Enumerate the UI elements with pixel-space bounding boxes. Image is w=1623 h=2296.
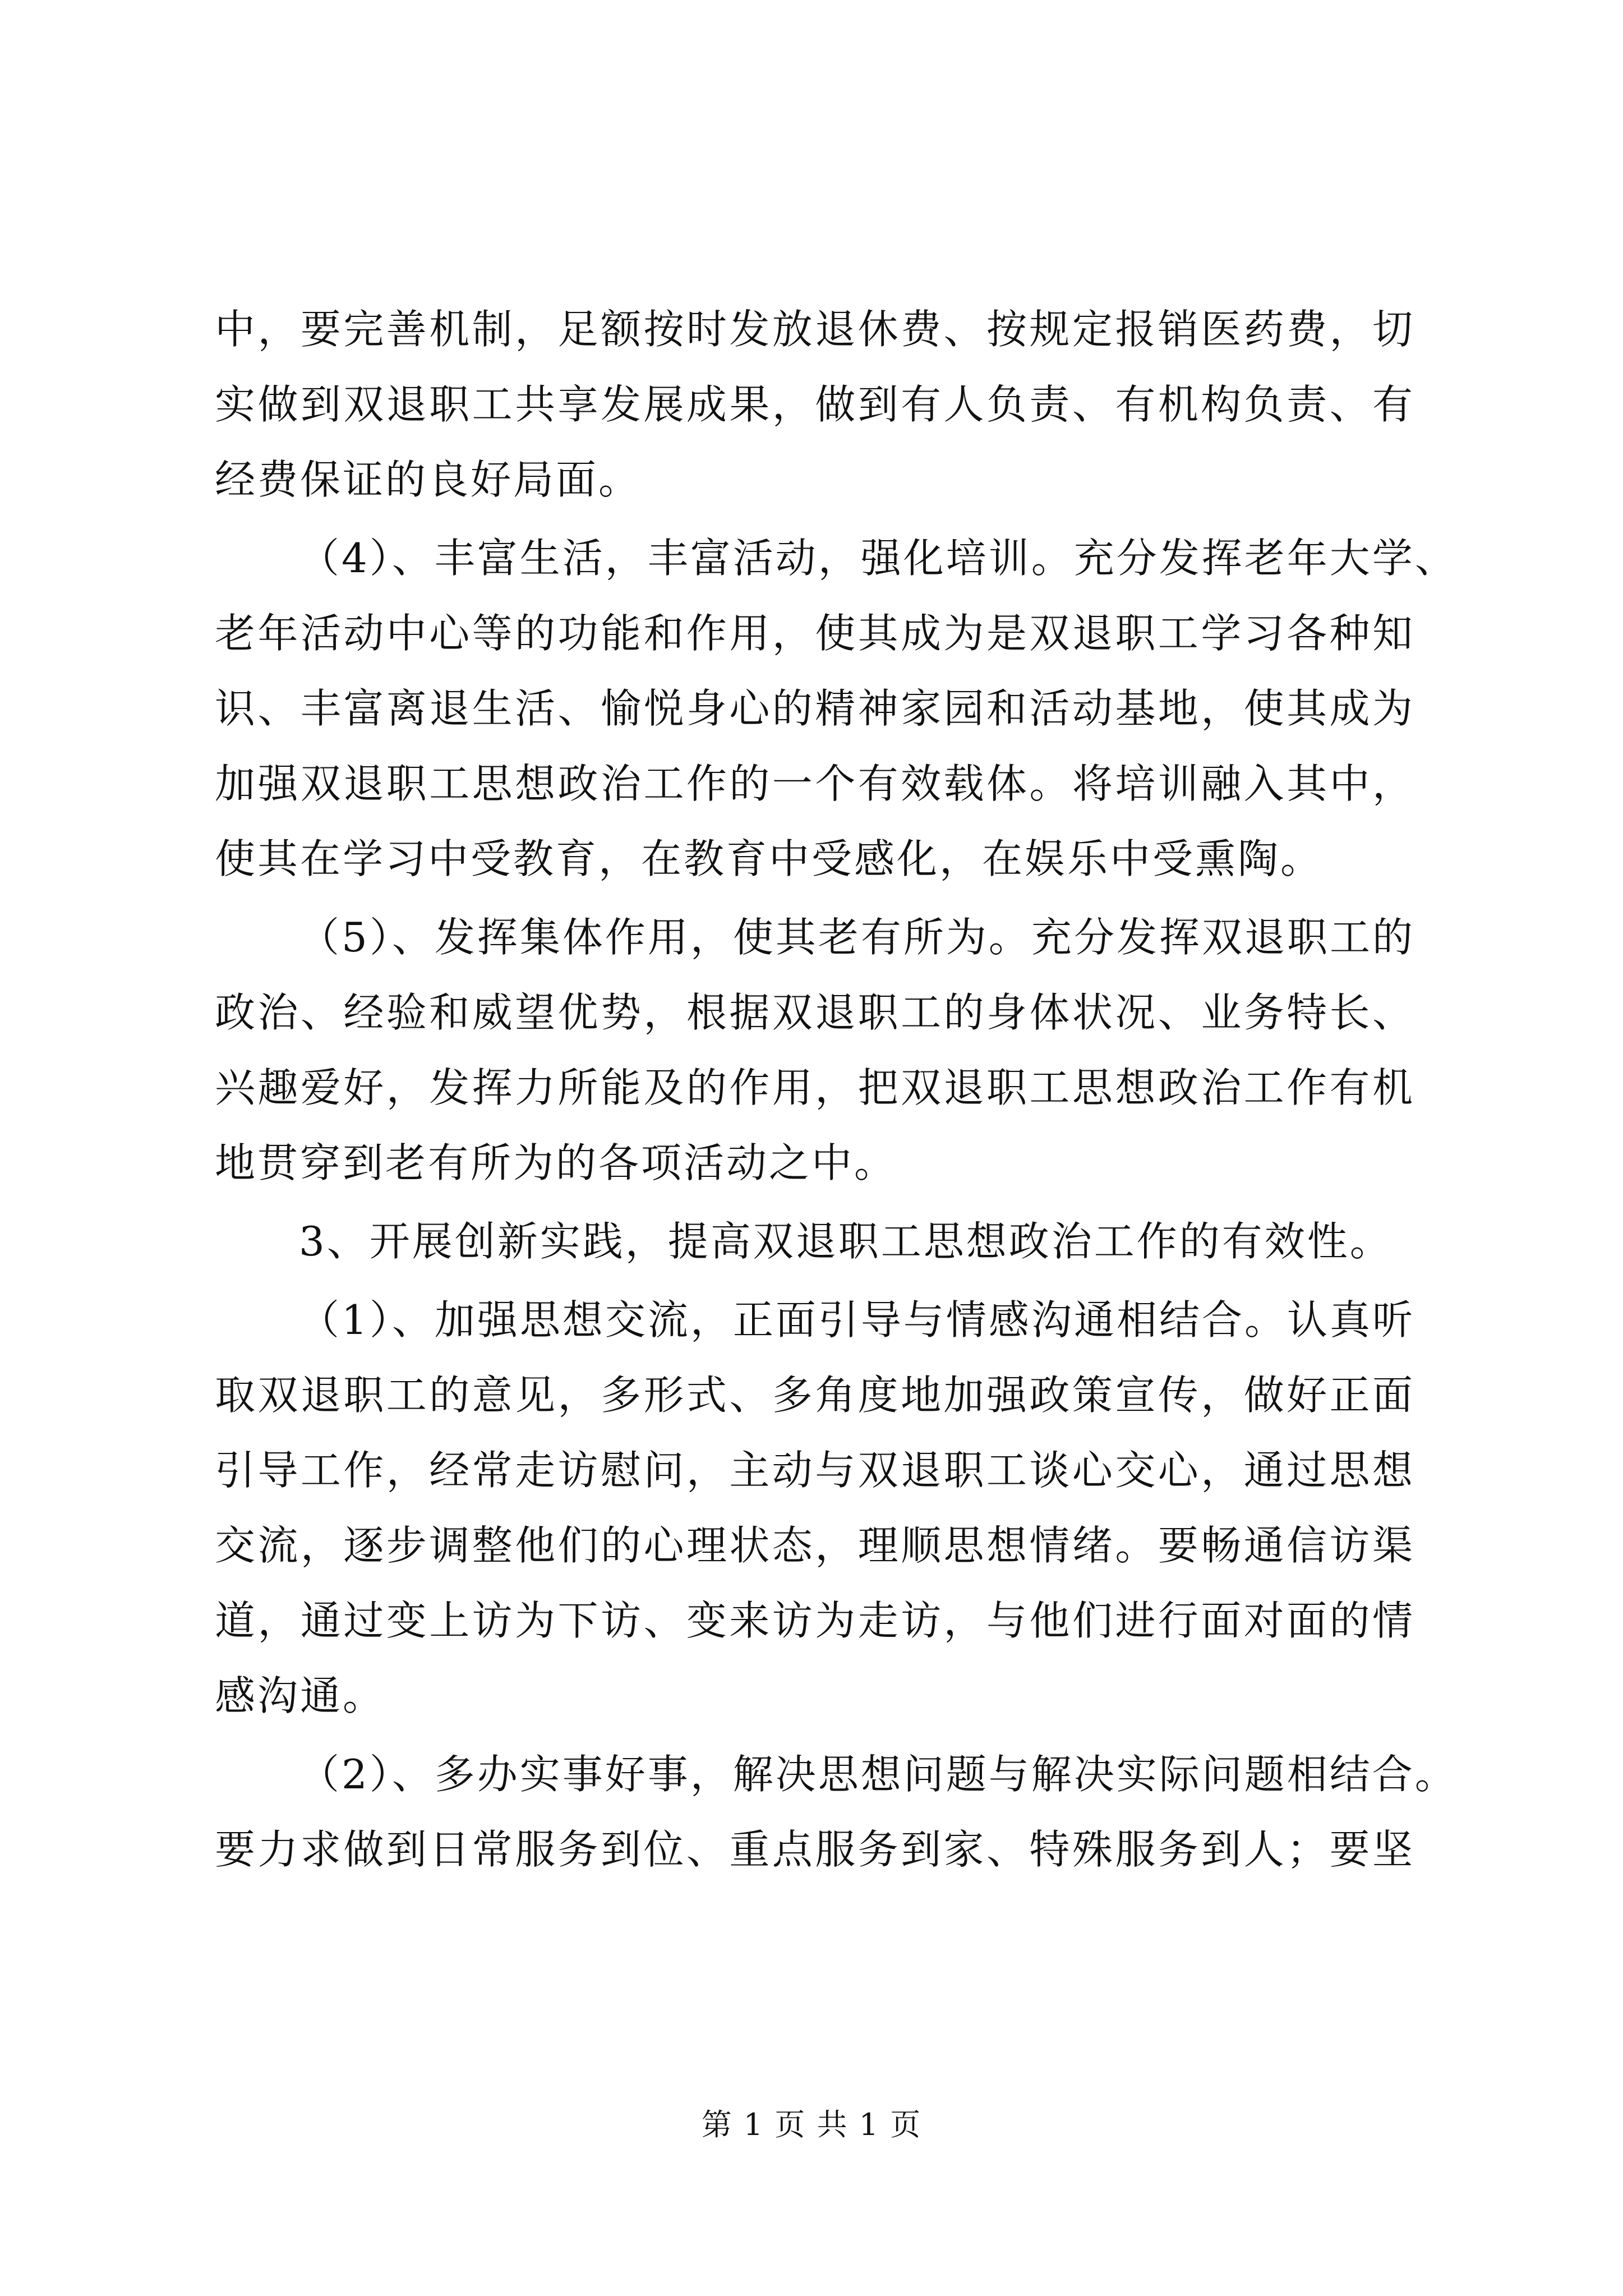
text-line: 交流，逐步调整他们的心理状态，理顺思想情绪。要畅通信访渠: [215, 1522, 1415, 1569]
text-line: （5）、发挥集体作用，使其老有所为。充分发挥双退职工的: [299, 914, 1415, 961]
text-line: 使其在学习中受教育，在教育中受感化，在娱乐中受熏陶。: [215, 835, 1324, 882]
text-line: 加强双退职工思想政治工作的一个有效载体。将培训融入其中，: [215, 760, 1415, 807]
text-line: 识、丰富离退生活、愉悦身心的精神家园和活动基地，使其成为: [215, 685, 1415, 732]
text-line: 政治、经验和威望优势，根据双退职工的身体状况、业务特长、: [215, 989, 1415, 1036]
text-line: 实做到双退职工共享发展成果，做到有人负责、有机构负责、有: [215, 381, 1415, 428]
text-line: 老年活动中心等的功能和作用，使其成为是双退职工学习各种知: [215, 610, 1415, 657]
text-line: 道，通过变上访为下访、变来访为走访，与他们进行面对面的情: [215, 1597, 1415, 1644]
text-line: 引导工作，经常走访慰问，主动与双退职工谈心交心，通过思想: [215, 1447, 1415, 1494]
text-line: （4）、丰富生活，丰富活动，强化培训。充分发挥老年大学、: [299, 535, 1458, 582]
page-footer: 第 1 页 共 1 页: [701, 2107, 922, 2142]
document-body: [215, 292, 1458, 1887]
text-line: （1）、加强思想交流，正面引导与情感沟通相结合。认真听: [299, 1296, 1415, 1343]
text-line: 兴趣爱好，发挥力所能及的作用，把双退职工思想政治工作有机: [215, 1064, 1415, 1111]
text-line: 地贯穿到老有所为的各项活动之中。: [215, 1139, 897, 1186]
text-line: 感沟通。: [215, 1672, 386, 1719]
text-line: 经费保证的良好局面。: [215, 456, 642, 503]
text-line: （2）、多办实事好事，解决思想问题与解决实际问题相结合。: [299, 1751, 1458, 1798]
text-line: 中，要完善机制，足额按时发放退休费、按规定报销医药费，切: [215, 306, 1415, 353]
text-line: 要力求做到日常服务到位、重点服务到家、特殊服务到人；要坚: [215, 1826, 1415, 1873]
text-line: 3、开展创新实践，提高双退职工思想政治工作的有效性。: [299, 1218, 1393, 1265]
text-line: 取双退职工的意见，多形式、多角度地加强政策宣传，做好正面: [215, 1372, 1415, 1419]
